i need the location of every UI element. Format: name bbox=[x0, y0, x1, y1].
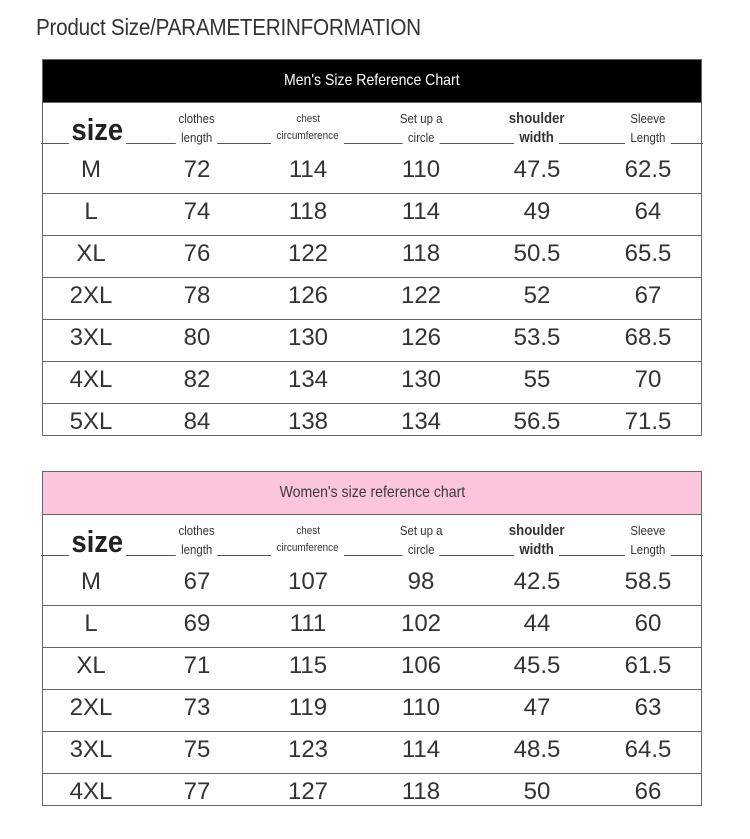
table-row bbox=[43, 236, 701, 278]
sleeve-length-cell: 71.5 bbox=[624, 408, 672, 435]
clothes-length-cell: 73 bbox=[183, 694, 211, 721]
sleeve-length-cell: 70 bbox=[634, 366, 662, 393]
shoulder-width-cell: 45.5 bbox=[513, 652, 561, 679]
table-row bbox=[43, 152, 701, 194]
chest-circumference-header: chest circumference bbox=[255, 515, 361, 564]
table-row bbox=[43, 404, 701, 446]
page-title: Product Size/PARAMETERINFORMATION bbox=[36, 14, 421, 40]
setup-circle-cell: 126 bbox=[400, 324, 442, 351]
setup-circle-cell: 118 bbox=[401, 778, 441, 805]
sleeve-length-cell: 63 bbox=[634, 694, 662, 721]
sleeve-length-cell: 58.5 bbox=[624, 568, 672, 595]
womens-rows bbox=[43, 564, 701, 816]
size-cell: 4XL bbox=[69, 366, 113, 393]
size-cell: 5XL bbox=[69, 408, 113, 435]
chest-cell: 118 bbox=[288, 198, 328, 225]
clothes-length-cell: 71 bbox=[183, 652, 211, 679]
size-cell: 3XL bbox=[69, 324, 113, 351]
sleeve-length-cell: 65.5 bbox=[624, 240, 672, 267]
womens-column-header-row bbox=[43, 515, 701, 564]
chest-cell: 126 bbox=[287, 282, 329, 309]
clothes-length-cell: 77 bbox=[183, 778, 211, 805]
table-row bbox=[43, 194, 701, 236]
womens-size-chart bbox=[42, 471, 702, 806]
table-row bbox=[43, 606, 701, 648]
setup-circle-cell: 98 bbox=[407, 568, 435, 595]
chest-cell: 134 bbox=[287, 366, 329, 393]
shoulder-width-cell: 47.5 bbox=[513, 156, 561, 183]
table-row bbox=[43, 320, 701, 362]
shoulder-width-cell: 53.5 bbox=[513, 324, 561, 351]
mens-size-chart bbox=[42, 59, 702, 436]
sleeve-length-header: Sleeve Length bbox=[593, 103, 703, 152]
sleeve-length-cell: 64 bbox=[634, 198, 662, 225]
setup-circle-cell: 114 bbox=[401, 198, 441, 225]
clothes-length-cell: 67 bbox=[183, 568, 211, 595]
mens-chart-title: Men's Size Reference Chart bbox=[284, 72, 460, 89]
chest-cell: 119 bbox=[288, 694, 328, 721]
size-cell: L bbox=[84, 198, 98, 225]
sleeve-length-cell: 62.5 bbox=[624, 156, 672, 183]
shoulder-width-cell: 56.5 bbox=[513, 408, 561, 435]
sleeve-length-cell: 64.5 bbox=[624, 736, 672, 763]
shoulder-width-cell: 42.5 bbox=[513, 568, 561, 595]
size-cell: 3XL bbox=[69, 736, 113, 763]
sleeve-length-cell: 68.5 bbox=[624, 324, 672, 351]
table-row bbox=[43, 648, 701, 690]
shoulder-width-cell: 47 bbox=[523, 694, 551, 721]
clothes-length-cell: 76 bbox=[183, 240, 211, 267]
clothes-length-cell: 78 bbox=[183, 282, 211, 309]
mens-column-header-row bbox=[43, 103, 701, 152]
table-row bbox=[43, 564, 701, 606]
setup-circle-cell: 110 bbox=[401, 156, 441, 183]
size-cell: L bbox=[84, 610, 98, 637]
clothes-length-cell: 72 bbox=[183, 156, 211, 183]
shoulder-width-cell: 55 bbox=[523, 366, 551, 393]
chest-cell: 122 bbox=[287, 240, 329, 267]
mens-rows bbox=[43, 152, 701, 446]
chest-cell: 130 bbox=[287, 324, 329, 351]
setup-circle-cell: 110 bbox=[401, 694, 441, 721]
chest-cell: 138 bbox=[287, 408, 329, 435]
clothes-length-cell: 82 bbox=[183, 366, 211, 393]
table-row bbox=[43, 278, 701, 320]
clothes-length-cell: 84 bbox=[183, 408, 211, 435]
shoulder-width-header: shoulder width bbox=[481, 515, 593, 564]
size-cell: 2XL bbox=[69, 282, 113, 309]
womens-chart-header bbox=[43, 472, 701, 515]
chest-cell: 123 bbox=[287, 736, 329, 763]
chest-cell: 115 bbox=[288, 652, 328, 679]
clothes-length-header: clothes length bbox=[139, 103, 255, 152]
shoulder-width-cell: 50.5 bbox=[513, 240, 561, 267]
setup-circle-cell: 106 bbox=[400, 652, 442, 679]
setup-circle-header: Set up a circle bbox=[361, 103, 481, 152]
shoulder-width-header: shoulder width bbox=[481, 103, 593, 152]
table-row bbox=[43, 774, 701, 816]
clothes-length-cell: 69 bbox=[183, 610, 211, 637]
size-cell: XL bbox=[76, 652, 106, 679]
shoulder-width-cell: 50 bbox=[523, 778, 551, 805]
setup-circle-header: Set up a circle bbox=[361, 515, 481, 564]
shoulder-width-cell: 48.5 bbox=[513, 736, 561, 763]
setup-circle-cell: 114 bbox=[401, 736, 441, 763]
sleeve-length-cell: 66 bbox=[634, 778, 662, 805]
size-cell: M bbox=[81, 156, 101, 183]
table-row bbox=[43, 690, 701, 732]
setup-circle-cell: 102 bbox=[400, 610, 442, 637]
chest-cell: 127 bbox=[287, 778, 329, 805]
setup-circle-cell: 118 bbox=[401, 240, 441, 267]
sleeve-length-cell: 67 bbox=[634, 282, 662, 309]
clothes-length-header: clothes length bbox=[139, 515, 255, 564]
size-cell: M bbox=[81, 568, 101, 595]
setup-circle-cell: 130 bbox=[400, 366, 442, 393]
chest-cell: 111 bbox=[289, 610, 327, 637]
sleeve-length-header: Sleeve Length bbox=[593, 515, 703, 564]
setup-circle-cell: 122 bbox=[400, 282, 442, 309]
clothes-length-cell: 75 bbox=[183, 736, 211, 763]
size-cell: XL bbox=[76, 240, 106, 267]
shoulder-width-cell: 44 bbox=[523, 610, 551, 637]
womens-chart-title: Women's size reference chart bbox=[279, 484, 465, 501]
size-cell: 2XL bbox=[69, 694, 113, 721]
chest-circumference-header: chest circumference bbox=[255, 103, 361, 152]
table-row bbox=[43, 732, 701, 774]
size-cell: 4XL bbox=[69, 778, 113, 805]
table-row bbox=[43, 362, 701, 404]
chest-cell: 114 bbox=[288, 156, 328, 183]
size-column-header: size bbox=[69, 111, 126, 149]
shoulder-width-cell: 52 bbox=[523, 282, 551, 309]
mens-chart-header bbox=[43, 60, 701, 103]
chest-cell: 107 bbox=[287, 568, 329, 595]
sleeve-length-cell: 61.5 bbox=[624, 652, 672, 679]
size-column-header: size bbox=[69, 523, 126, 561]
sleeve-length-cell: 60 bbox=[634, 610, 662, 637]
clothes-length-cell: 74 bbox=[183, 198, 211, 225]
shoulder-width-cell: 49 bbox=[523, 198, 551, 225]
setup-circle-cell: 134 bbox=[400, 408, 442, 435]
clothes-length-cell: 80 bbox=[183, 324, 211, 351]
